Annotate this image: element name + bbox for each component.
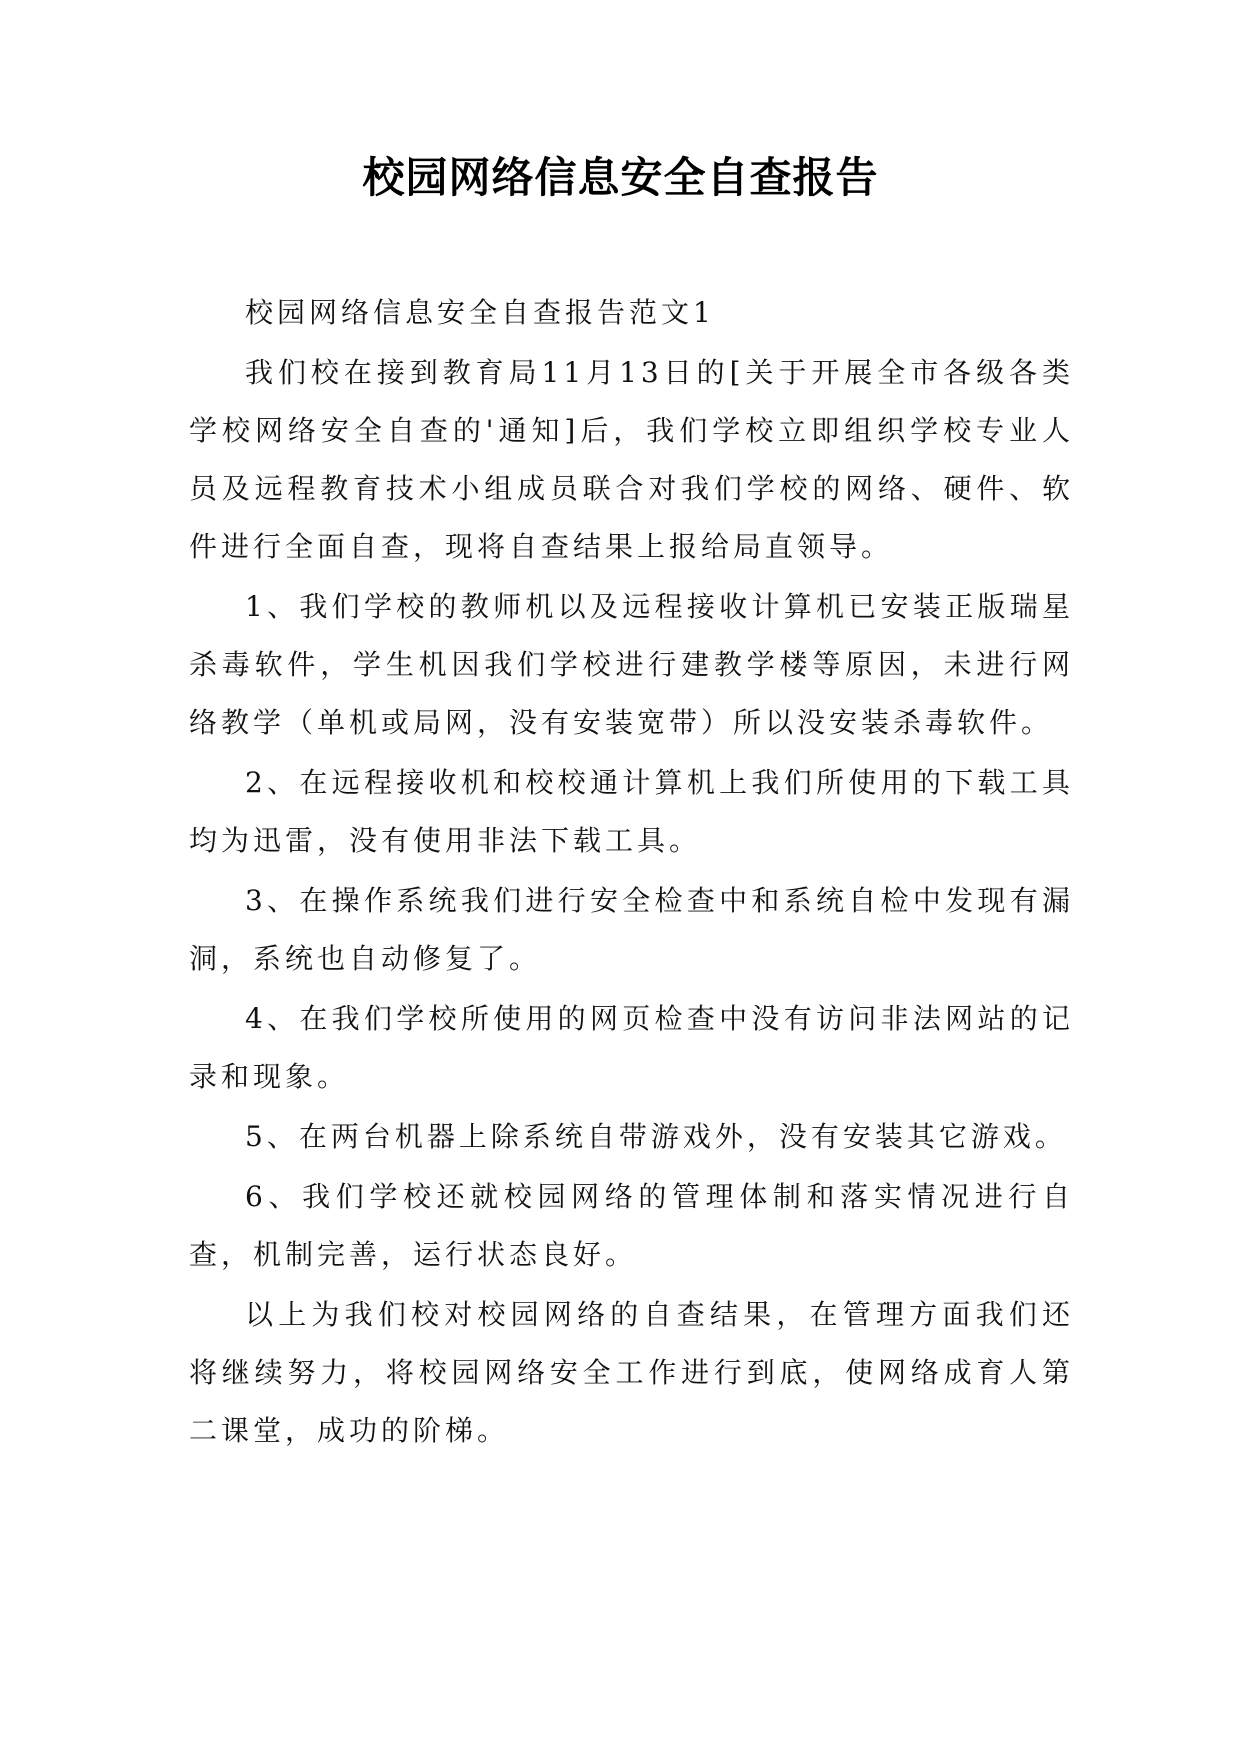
intro-paragraph: 我们校在接到教育局11月13日的[关于开展全市各级各类学校网络安全自查的'通知]后，我们学校立即组织学校专业人员及远程教育技术小组成员联合对我们学校的网络、硬件、软件进行全面自查，现将自查结果上报给局直领导。 (189, 356, 1074, 563)
item-2-paragraph: 2、在远程接收机和校校通计算机上我们所使用的下载工具均为迅雷，没有使用非法下载工具。 (189, 766, 1074, 857)
item-6-paragraph: 6、我们学校还就校园网络的管理体制和落实情况进行自查，机制完善，运行状态良好。 (189, 1180, 1074, 1271)
item-3-paragraph: 3、在操作系统我们进行安全检查中和系统自检中发现有漏洞，系统也自动修复了。 (189, 884, 1074, 975)
item-5-paragraph: 5、在两台机器上除系统自带游戏外，没有安装其它游戏。 (245, 1120, 1067, 1153)
conclusion-paragraph: 以上为我们校对校园网络的自查结果，在管理方面我们还将继续努力，将校园网络安全工作进行到底，使网络成育人第二课堂，成功的阶梯。 (189, 1298, 1074, 1447)
report-subtitle-paragraph: 校园网络信息安全自查报告范文1 (245, 296, 715, 329)
item-4-paragraph: 4、在我们学校所使用的网页检查中没有访问非法网站的记录和现象。 (189, 1002, 1074, 1093)
document-body (189, 284, 1074, 1462)
item-1-paragraph: 1、我们学校的教师机以及远程接收计算机已安装正版瑞星杀毒软件，学生机因我们学校进行建教学楼等原因，未进行网络教学（单机或局网，没有安装宽带）所以没安装杀毒软件。 (189, 590, 1074, 739)
document-title: 校园网络信息安全自查报告 (362, 153, 879, 202)
